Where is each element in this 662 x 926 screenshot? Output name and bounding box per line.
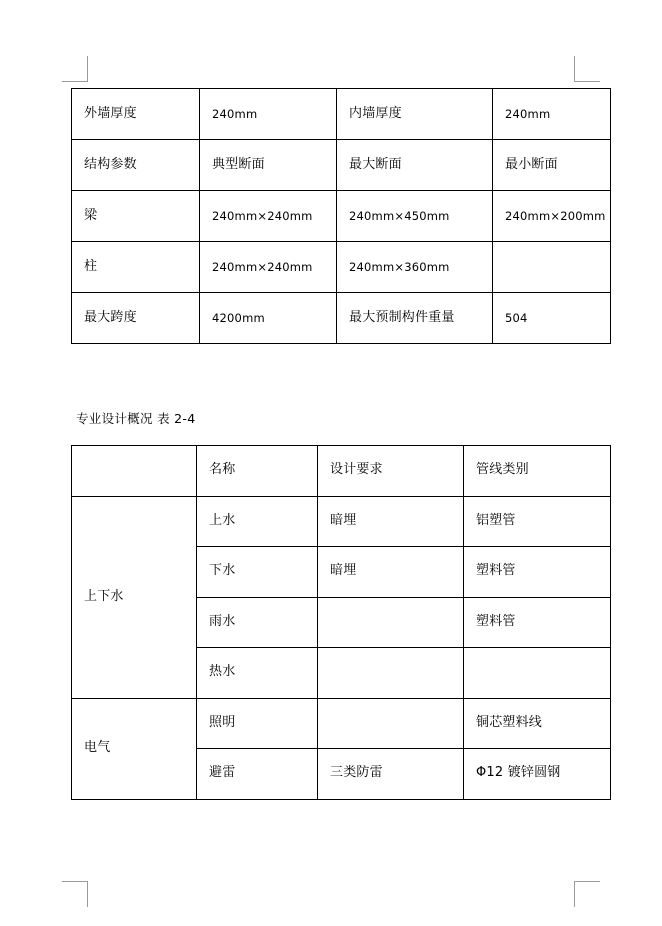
cell-max-precast-weight-label: 最大预制构件重量: [337, 293, 493, 344]
cell-hotwater-pipe-type: [464, 648, 611, 699]
table-row: [72, 242, 611, 293]
cell-pipe-type-header: 管线类别: [464, 446, 611, 497]
cell-rainwater-requirement: [318, 597, 464, 648]
structure-parameters-table: [71, 88, 611, 344]
cell-beam-typical: 240mm×240mm: [200, 191, 337, 242]
cell-requirement-header: 设计要求: [318, 446, 464, 497]
cell-category-header: [72, 446, 197, 497]
cell-column-min: [493, 242, 611, 293]
cell-drainage-pipe-type: 塑料管: [464, 547, 611, 598]
cell-beam-max: 240mm×450mm: [337, 191, 493, 242]
cell-lighting-requirement: [318, 698, 464, 749]
table-row: [72, 293, 611, 344]
table-row: [72, 89, 611, 140]
cell-lightning-pipe-type: Φ12 镀锌圆钢: [464, 749, 611, 800]
table-row: [72, 496, 611, 547]
cell-typical-section-header: 典型断面: [200, 140, 337, 191]
cell-beam-min: 240mm×200mm: [493, 191, 611, 242]
professional-design-table: [71, 445, 611, 800]
crop-mark-bottom-left: [62, 881, 88, 907]
cell-column-max: 240mm×360mm: [337, 242, 493, 293]
cell-water-supply-requirement: 暗埋: [318, 496, 464, 547]
cell-max-span-label: 最大跨度: [72, 293, 200, 344]
cell-structure-param-label: 结构参数: [72, 140, 200, 191]
table-header-row: [72, 446, 611, 497]
cell-column-label: 柱: [72, 242, 200, 293]
cell-max-precast-weight-value: 504: [493, 293, 611, 344]
cell-drainage-requirement: 暗埋: [318, 547, 464, 598]
cell-wall-thickness-value: 240mm: [200, 89, 337, 140]
cell-rainwater-pipe-type: 塑料管: [464, 597, 611, 648]
cell-group-water-label: 上下水: [72, 496, 197, 698]
design-table-caption: 专业设计概况 表 2-4: [76, 411, 196, 426]
table-row: [72, 191, 611, 242]
cell-beam-label: 梁: [72, 191, 200, 242]
crop-mark-top-right: [574, 56, 600, 82]
table-row: [72, 698, 611, 749]
cell-wall-thickness-label: 外墙厚度: [72, 89, 200, 140]
cell-max-section-header: 最大断面: [337, 140, 493, 191]
table-row: [72, 140, 611, 191]
cell-inner-wall-thickness-label: 内墙厚度: [337, 89, 493, 140]
cell-lighting-pipe-type: 铜芯塑料线: [464, 698, 611, 749]
cell-inner-wall-thickness-value: 240mm: [493, 89, 611, 140]
cell-lightning-name: 避雷: [197, 749, 318, 800]
cell-lighting-name: 照明: [197, 698, 318, 749]
cell-column-typical: 240mm×240mm: [200, 242, 337, 293]
cell-hotwater-name: 热水: [197, 648, 318, 699]
cell-group-electrical-label: 电气: [72, 698, 197, 799]
crop-mark-top-left: [62, 56, 88, 82]
cell-hotwater-requirement: [318, 648, 464, 699]
cell-water-supply-pipe-type: 铝塑管: [464, 496, 611, 547]
cell-name-header: 名称: [197, 446, 318, 497]
cell-rainwater-name: 雨水: [197, 597, 318, 648]
cell-lightning-requirement: 三类防雷: [318, 749, 464, 800]
cell-drainage-name: 下水: [197, 547, 318, 598]
cell-min-section-header: 最小断面: [493, 140, 611, 191]
cell-water-supply-name: 上水: [197, 496, 318, 547]
cell-max-span-value: 4200mm: [200, 293, 337, 344]
crop-mark-bottom-right: [574, 881, 600, 907]
